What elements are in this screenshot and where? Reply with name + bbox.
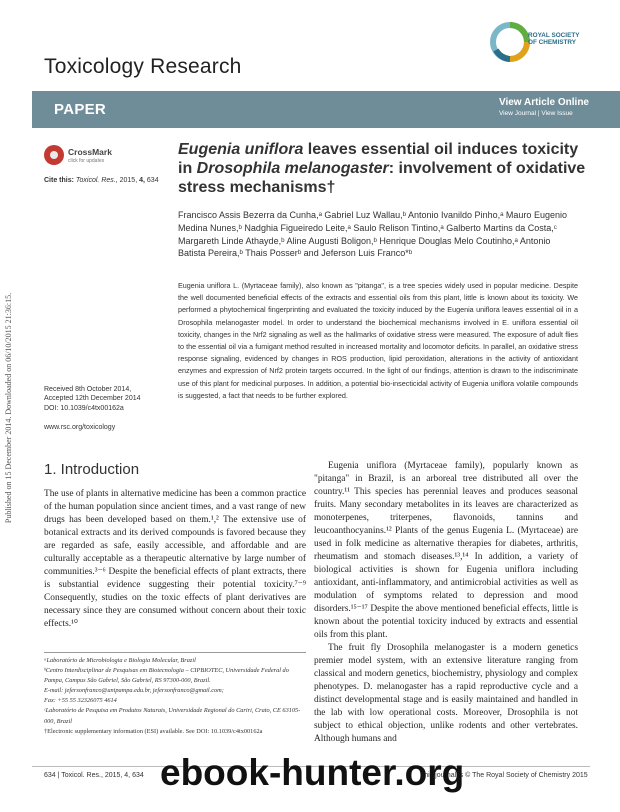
page-footer-left: 634 | Toxicol. Res., 2015, 4, 634 [44, 772, 144, 779]
cite-page: 634 [146, 177, 159, 184]
footnote: ᵇCentro Interdisciplinar de Pesquisas em Biotecnologia – CIPBIOTEC, Universidade Federal do Pampa, Campus São Gabriel, São Gabriel, RS 97300-000, Brazil. [44, 667, 289, 685]
received-dates [44, 385, 174, 413]
watermark: ebook-hunter.org [160, 752, 465, 793]
footnote[interactable]: E-mail: jefersonfranco@unipampa.edu.br, jefersonfranco@gmail.com; [44, 687, 224, 695]
title-model: Drosophila melanogaster [196, 160, 389, 177]
rsc-logo-icon [490, 20, 530, 68]
cite-journal: Toxicol. Res., [75, 177, 118, 184]
paper-title [178, 140, 588, 197]
article-type-label: PAPER [54, 101, 107, 118]
affiliation-footnotes [44, 656, 306, 737]
rsc-logo[interactable] [490, 18, 600, 78]
accepted-date: Accepted 12th December 2014 [44, 395, 141, 403]
article-type-banner [32, 91, 620, 128]
body-column-right [314, 460, 578, 746]
footnote-divider [44, 652, 306, 653]
view-article-online-link[interactable]: View Article Online [498, 97, 589, 108]
crossmark-label: CrossMark [68, 147, 112, 157]
journal-title[interactable]: Toxicology Research [44, 55, 242, 78]
journal-website-link[interactable]: www.rsc.org/toxicology [44, 424, 116, 431]
cite-volume: 4, [139, 177, 145, 184]
title-species: Eugenia uniflora [178, 141, 304, 158]
footnote: ᶜLaboratório de Pesquisa em Produtos Naturais, Universidade Regional do Cariri, Crato, CE 63105-000, Brazil [44, 707, 301, 725]
footnote: †Electronic supplementary information (ESI) available. See DOI: 10.1039/c4tx00162a [44, 727, 263, 735]
cite-year: 2015, [119, 177, 138, 184]
doi[interactable]: DOI: 10.1039/c4tx00162a [44, 404, 124, 412]
cite-this [44, 177, 159, 184]
view-journal-issue-links[interactable]: View Journal | View Issue [498, 110, 573, 117]
title-text-1: leaves essential oil induces toxicity in [178, 141, 579, 177]
download-stamp: Published on 15 December 2014. Downloaded on 06/10/2015 21:36:15. [4, 292, 13, 524]
body-column-left: The use of plants in alternative medicine has been a common practice of the human population since ancient times, and a vast range of new drugs has been developed based on them.¹,² The extensive use of botanical extracts and its derived compounds is favored because they are regarded as safe, easily accessible, and affordable and are culturally acceptable as a therapeutic alternative by large number of communities.³⁻⁶ Despite the beneficial effects of plant extracts, there is substantial evidence suggesting their potential toxicity.⁷⁻⁹ Consequently, studies on the toxic effects of plant derivatives are necessary since they are consumed without concern about their toxic effects.¹⁰ [44, 489, 306, 629]
footnote: Fax: +55 55 32326075 4614 [44, 697, 117, 705]
abstract: Eugenia uniflora L. (Myrtaceae family), also known as "pitanga", is a tree species widely used in popular medicine. Despite the well documented beneficial effects of the extracts and essential oils from this plant, little is known about its toxicity. We performed a phytochemical fingerprinting and evaluated the toxicity induced by the Eugenia uniflora leaves essential oil in a Drosophila melanogaster model. In order to understand the biochemical mechanisms involved in E. uniflora essential oil toxicity, changes in the Nrf2 signaling as well as the hallmarks of oxidative stress were measured. The exposure of adult flies to the essential oil via a fumigant method resulted in increased mortality and locomotor deficits. In parallel, an oxidative stress response signaling, evidenced by changes in ROS production, lipid peroxidation, alterations in the activity of antioxidant enzymes and expression of Nrf2 protein targets occurred. In the light of our findings, attention is drawn to the indiscriminate use of this plant for medicinal purposes. In addition, a potential bio-insecticidal activity of Eugenia uniflora volatile compounds is suggested, a fact that needs to be further explored. [178, 281, 578, 400]
body-paragraph: Eugenia uniflora (Myrtaceae family), popularly known as "pitanga" in Brazil, is an arboreal tree distributed all over the country.¹¹ This species has perennial leaves and produces seasonal fruits. Many secondary metabolites in its leaves are characterized as monoterpenes, triterpenes, flavonoids, tannins and leucoanthocyanins.¹² Plants of the genus Eugenia L. (Myrtaceae) are used in folk medicine as alternative therapies for diabetes, arthritis, rheumatism and stomach diseases.¹³,¹⁴ In addition, a variety of biological activities is shown for Eugenia uniflora including antioxidant, anti-inflammatory, and antimicrobial activities as well as modulation of symptoms related to depression and mood disorders.¹⁵⁻¹⁷ Despite the above mentioned beneficial effects, little is known about the potential toxicity induced by extracts and essential oils from this plant. [314, 461, 578, 640]
author-list: Francisco Assis Bezerra da Cunha,ᵃ Gabriel Luz Wallau,ᵇ Antonio Ivanildo Pinho,ᵃ Mauro Eugenio Medina Nunes,ᵇ Nadghia Figueiredo Leite,ᵃ Saulo Relison Tintino,ᵃ Galberto Martins da Costa,ᶜ Margareth Linde Athayde,ᵇ Aline Augusti Boligon,ᵇ Henrique Douglas Melo Coutinho,ᵃ Antonio Batista Pereira,ᵇ Thais Posserᵇ and Jeferson Luis Franco*ᵇ [178, 210, 567, 259]
crossmark-button[interactable] [44, 143, 124, 167]
section-heading-introduction: 1. Introduction [44, 461, 140, 478]
rsc-logo-text: ROYAL SOCIETY OF CHEMISTRY [528, 32, 580, 46]
title-text-2: : involvement of oxidative stress mechanisms† [178, 160, 586, 196]
crossmark-sub: click for updates [68, 158, 105, 164]
cite-prefix: Cite this: [44, 177, 74, 184]
body-paragraph: The fruit fly Drosophila melanogaster is a modern genetics premier model system, with an extensive literature ranging from classical and modern genetics, biochemistry, physiology and complex phenotypes. D. melanogaster has a rapid reproductive cycle and a distinct developmental stage and is easily maintained and handled in the lab with low operational costs. Moreover, Drosophila is not subject to ethical objection, unlike rodents and other vertebrates. Although humans and [314, 643, 578, 744]
page-footer-right: This journal is © The Royal Society of Chemistry 2015 [420, 772, 588, 779]
crossmark-icon [44, 145, 64, 165]
footnote: ᵃLaboratório de Microbiologia e Biologia Molecular, Brazil [44, 657, 196, 664]
received-date: Received 8th October 2014, [44, 386, 132, 393]
